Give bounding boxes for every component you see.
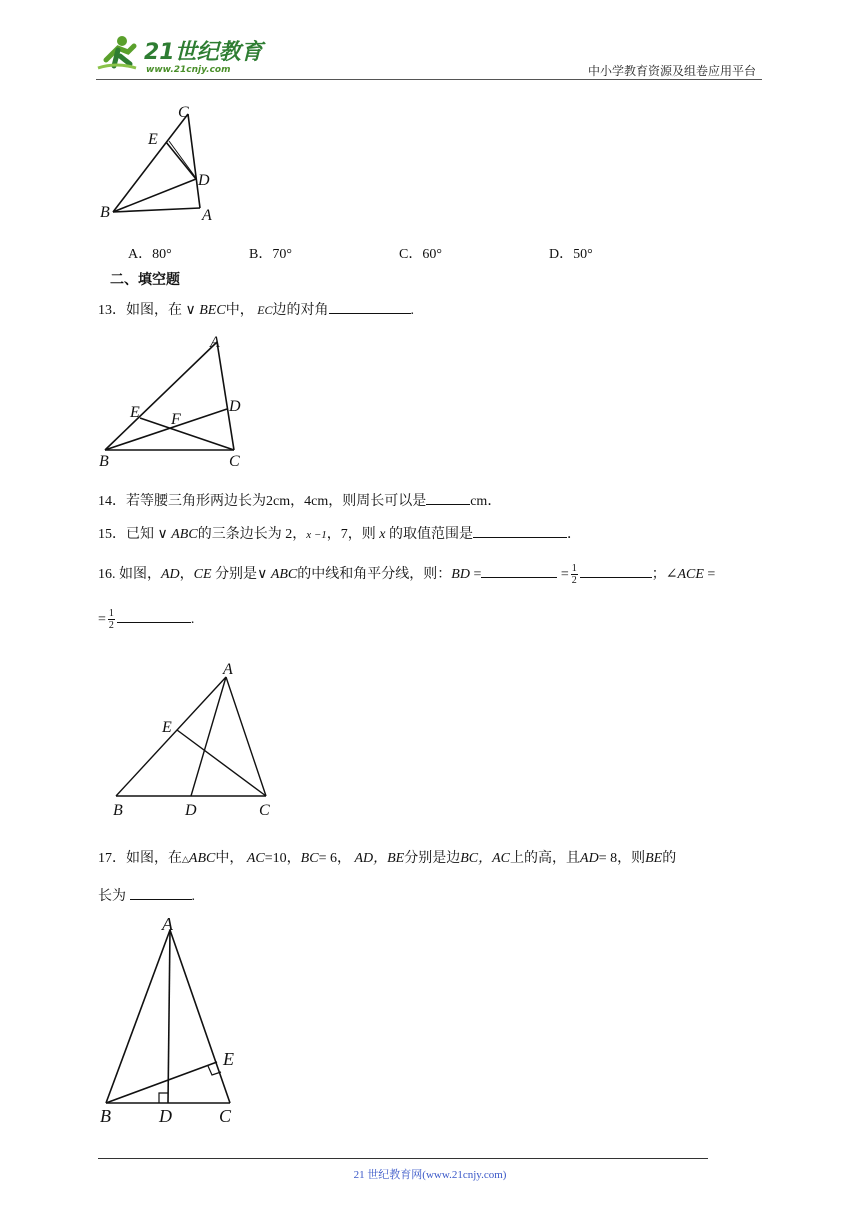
- q17-comma: ，: [336, 851, 351, 866]
- q13-mid: 中，: [225, 303, 254, 318]
- question-16-line2: [98, 608, 194, 631]
- q15-variable: x: [379, 527, 386, 542]
- question-14: [98, 490, 501, 511]
- footer-divider: [98, 1158, 708, 1159]
- figure-q16: [104, 654, 284, 824]
- triangle-symbol: △: [182, 854, 189, 864]
- question-16: [98, 563, 715, 586]
- figure-q13: [96, 332, 256, 470]
- q13-prefix: 13．如图，在: [98, 303, 182, 318]
- q15-end: ．: [566, 527, 581, 542]
- q17-ac-value: =10: [264, 851, 287, 866]
- q16-eq: =: [473, 567, 482, 582]
- answer-blank[interactable]: [130, 885, 192, 900]
- triangle-symbol: ∨: [257, 567, 268, 582]
- q17-mid: 中，: [215, 851, 244, 866]
- label-C: C: [229, 453, 240, 470]
- fraction-denominator: 2: [108, 620, 114, 632]
- q16-comma: ，: [179, 567, 194, 582]
- fraction-half: [108, 608, 115, 631]
- header-platform-text: 中小学教育资源及组卷应用平台: [587, 64, 756, 78]
- answer-blank[interactable]: [580, 563, 652, 578]
- q15-prefix: 15．已知: [98, 527, 154, 542]
- option-c: C．60°: [399, 247, 442, 262]
- q17-line2: 长为: [98, 889, 126, 904]
- runner-icon: [98, 36, 136, 68]
- q13-side: EC: [257, 303, 273, 317]
- q16-mid: 分别是: [215, 567, 258, 582]
- label-A: A: [223, 661, 233, 678]
- label-F: F: [171, 411, 181, 428]
- label-D: D: [185, 802, 197, 819]
- q17-mid3: 上的高，且: [510, 851, 581, 866]
- q17-prefix: 17．如图，在: [98, 851, 182, 866]
- site-logo: [96, 32, 266, 76]
- q17-ad-be: AD，BE: [354, 851, 405, 866]
- section-title: 二、填空题: [110, 273, 180, 288]
- header-divider: [96, 79, 762, 80]
- q15-expression: x −1: [306, 529, 327, 541]
- q16-triangle-name: ABC: [270, 567, 298, 582]
- logo-text: 21世纪教育: [144, 40, 263, 65]
- triangle-symbol: ∨: [185, 303, 196, 318]
- label-C: C: [178, 104, 189, 121]
- label-E: E: [223, 1049, 234, 1069]
- q17-bc-ac: BC，AC: [460, 851, 511, 866]
- label-E: E: [130, 404, 140, 421]
- q17-ad-value: = 8: [598, 851, 618, 866]
- label-D: D: [198, 172, 210, 189]
- label-C: C: [259, 802, 270, 819]
- q15-mid: 的三条边长为 2，: [197, 527, 307, 542]
- option-d: D．50°: [549, 247, 593, 262]
- label-D: D: [229, 398, 241, 415]
- label-B: B: [99, 453, 109, 470]
- q17-mid2: 分别是边: [404, 851, 461, 866]
- fraction-denominator: 2: [571, 575, 577, 587]
- q16-tail: 的中线和角平分线，则：: [297, 567, 452, 582]
- q17-tail: 的: [662, 851, 677, 866]
- fraction-numerator: 1: [571, 563, 577, 575]
- footer-text: 21 世纪教育网(www.21cnjy.com): [353, 1169, 507, 1181]
- label-D: D: [159, 1106, 172, 1126]
- option-a: A．80°: [128, 247, 172, 262]
- q16-prefix: 16. 如图，: [98, 567, 161, 582]
- label-A: A: [162, 914, 173, 934]
- q17-bc-value: = 6: [318, 851, 337, 866]
- label-B: B: [100, 204, 110, 221]
- q17-comma: ，: [286, 851, 301, 866]
- figure-q17: [96, 912, 256, 1132]
- label-A: A: [202, 207, 212, 224]
- q17-bc: BC: [300, 851, 319, 866]
- q14-unit: cm．: [470, 494, 502, 509]
- answer-blank[interactable]: [329, 299, 411, 314]
- label-A: A: [210, 334, 220, 351]
- q17-ac: AC: [246, 851, 265, 866]
- logo-url: www.21cnjy.com: [146, 65, 231, 75]
- figure-q12: [96, 100, 226, 228]
- q13-tail: 边的对角: [272, 303, 329, 318]
- q17-end: .: [191, 889, 195, 904]
- q16-bd: BD: [451, 567, 470, 582]
- q16-angle-ace: ∠ACE: [665, 567, 704, 582]
- q16-eq: =: [98, 612, 106, 627]
- triangle-symbol: ∨: [157, 527, 168, 542]
- question-13: [98, 299, 414, 320]
- q17-ad: AD: [580, 851, 599, 866]
- label-E: E: [148, 131, 158, 148]
- q15-triangle-name: ABC: [171, 527, 198, 542]
- fraction-numerator: 1: [108, 608, 114, 620]
- question-15: [98, 523, 581, 544]
- question-17-line2: [98, 885, 195, 906]
- q14-text: 14．若等腰三角形两边长为2cm，4cm，则周长可以是: [98, 494, 427, 509]
- q15-tail: 的取值范围是: [388, 527, 473, 542]
- label-B: B: [113, 802, 123, 819]
- answer-blank[interactable]: [473, 523, 567, 538]
- q13-triangle-name: BEC: [199, 303, 226, 318]
- q13-end: .: [410, 303, 415, 318]
- answer-blank[interactable]: [117, 608, 191, 623]
- q16-eq: =: [707, 567, 716, 582]
- q16-ad: AD: [161, 567, 180, 582]
- answer-blank[interactable]: [426, 490, 470, 505]
- q16-end: .: [190, 612, 195, 627]
- answer-blank[interactable]: [481, 563, 557, 578]
- q15-mid2: ，7，则: [326, 527, 376, 542]
- label-C: C: [219, 1106, 232, 1126]
- fraction-half: [571, 563, 578, 586]
- q17-triangle-name: ABC: [188, 851, 216, 866]
- option-b: B．70°: [249, 247, 292, 262]
- label-B: B: [100, 1106, 111, 1126]
- q16-semicolon: ；: [651, 567, 666, 582]
- q16-eq: =: [560, 567, 569, 582]
- label-E: E: [162, 719, 172, 736]
- q17-mid4: ，则: [617, 851, 646, 866]
- question-17: [98, 850, 676, 868]
- q16-ce: CE: [193, 567, 212, 582]
- q17-be: BE: [645, 851, 663, 866]
